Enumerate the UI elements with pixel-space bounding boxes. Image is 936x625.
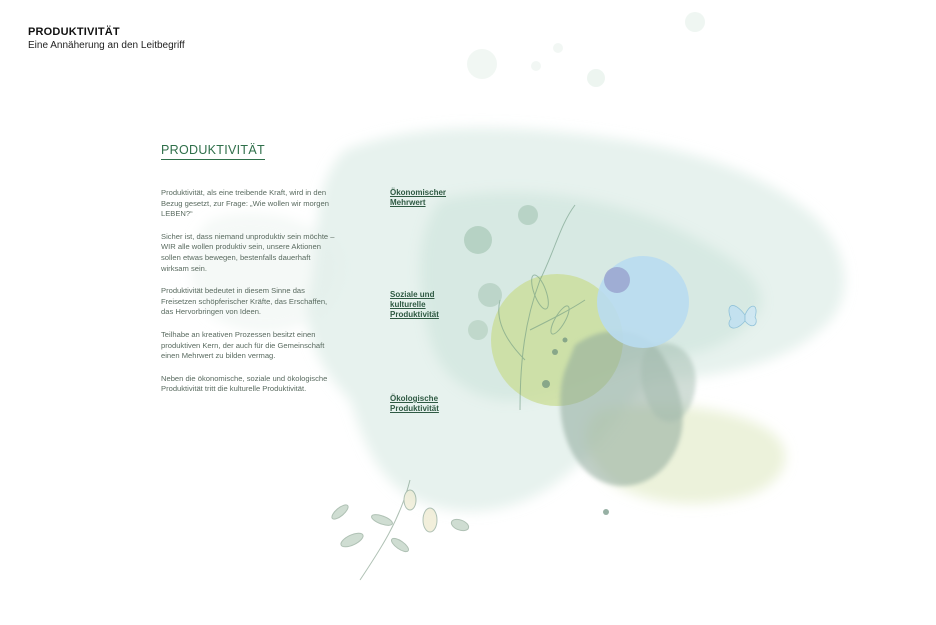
- paragraph: Sicher ist, dass niemand unproduktiv sein möchte – WIR alle wollen produktiv sein, unsere Aktionen sollen etwas bewegen, bestenfalls dauerhaft wirksam sein.: [161, 231, 335, 273]
- paragraph: Produktivität, als eine treibende Kraft, wird in den Bezug gesetzt, zur Frage: „Wie wollen wir morgen LEBEN?“: [161, 188, 329, 219]
- paragraph: Neben die ökonomische, soziale und ökologische Produktivität tritt die kulturelle Produktivität.: [161, 373, 328, 394]
- floating-dots: [467, 12, 705, 87]
- section-heading: PRODUKTIVITÄT: [161, 143, 265, 160]
- paragraph: Produktivität bedeutet in diesem Sinne das Freisetzen schöpferischer Kräfte, das Erschaffen, das Hervorbringen von Ideen.: [161, 286, 328, 317]
- page-subtitle: Eine Annäherung an den Leitbegriff: [28, 40, 185, 51]
- paragraph: Teilhabe an kreativen Prozessen besitzt einen produktiven Kern, der auch für die Gemeinschaft einen Mehrwert zu bilden vermag.: [161, 329, 325, 361]
- page-title: PRODUKTIVITÄT: [28, 26, 120, 38]
- purple-dot: [604, 267, 630, 293]
- link-oekonomischer-mehrwert[interactable]: Ökonomischer Mehrwert: [390, 188, 447, 207]
- body-text: [161, 188, 339, 407]
- link-oekologische-produktivitaet[interactable]: Ökologische Produktivität: [390, 394, 439, 413]
- link-soziale-kulturelle-produktivitaet[interactable]: Soziale und kulturelle Produktivität: [390, 290, 439, 319]
